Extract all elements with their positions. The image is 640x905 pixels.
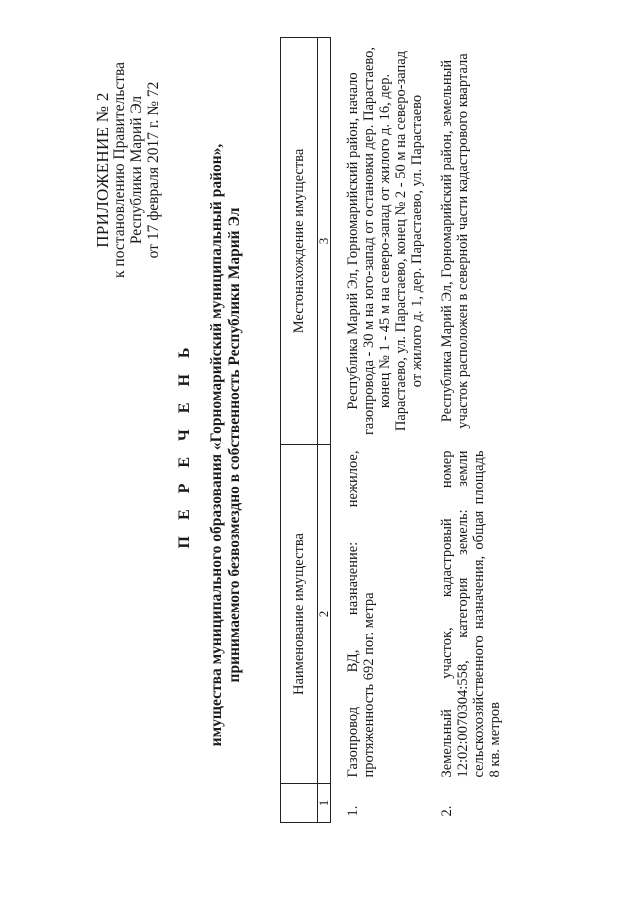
appendix-line-1: к постановлению Правительства bbox=[111, 62, 128, 278]
row-location: Республика Марий Эл, Горномарийский район, начало газопровода - 30 м на юго-запад от остановки дер. Парастаево, конец № 1 - 45 м на северо-запад от жилого д. 16, дер. Парастаево, ул. Парастаево, конец № 2 - 50 м на северо-запад от жилого д. 1, дер. Парастаево, ул. Парастаево bbox=[345, 46, 425, 436]
table-row bbox=[331, 38, 426, 823]
table-header-row bbox=[281, 38, 318, 823]
column-number: 1 bbox=[318, 784, 331, 823]
row-name: Газопровод ВД, назначение: нежилое, протяженность 692 пог. метра bbox=[345, 450, 377, 778]
table-row bbox=[425, 38, 503, 823]
row-location: Республика Марий Эл, Горномарийский район, земельный участок расположен в северной части кадастрового квартала bbox=[439, 53, 471, 429]
document-title: П Е Р Е Ч Е Н Ь bbox=[176, 341, 193, 549]
row-number: 1. bbox=[345, 805, 361, 817]
document-heading bbox=[176, 35, 244, 855]
column-number: 3 bbox=[318, 38, 331, 445]
column-number: 2 bbox=[318, 445, 331, 784]
appendix-line-2: Республики Марий Эл bbox=[128, 95, 145, 245]
property-table bbox=[280, 37, 503, 823]
appendix-block bbox=[94, 45, 162, 295]
appendix-line-3: от 17 февраля 2017 г. № 72 bbox=[145, 81, 162, 259]
header-location: Местонахождение имущества bbox=[281, 38, 318, 445]
column-number-row bbox=[318, 38, 331, 823]
document-subtitle: имущества муниципального образования «Горномарийский муниципальный район», принимаемого безвозмездно в собственность Республики Марий Эл bbox=[208, 143, 243, 747]
row-name: Земельный участок, кадастровый номер 12:02:0070304:558, категория земель: земли сельскохозяйственного назначения, общая площадь 8 кв. метров bbox=[439, 450, 503, 778]
row-number: 2. bbox=[439, 805, 455, 817]
appendix-title: ПРИЛОЖЕНИЕ № 2 bbox=[93, 92, 112, 248]
rotated-content bbox=[80, 35, 620, 855]
header-name: Наименование имущества bbox=[281, 445, 318, 784]
header-num bbox=[281, 784, 318, 823]
